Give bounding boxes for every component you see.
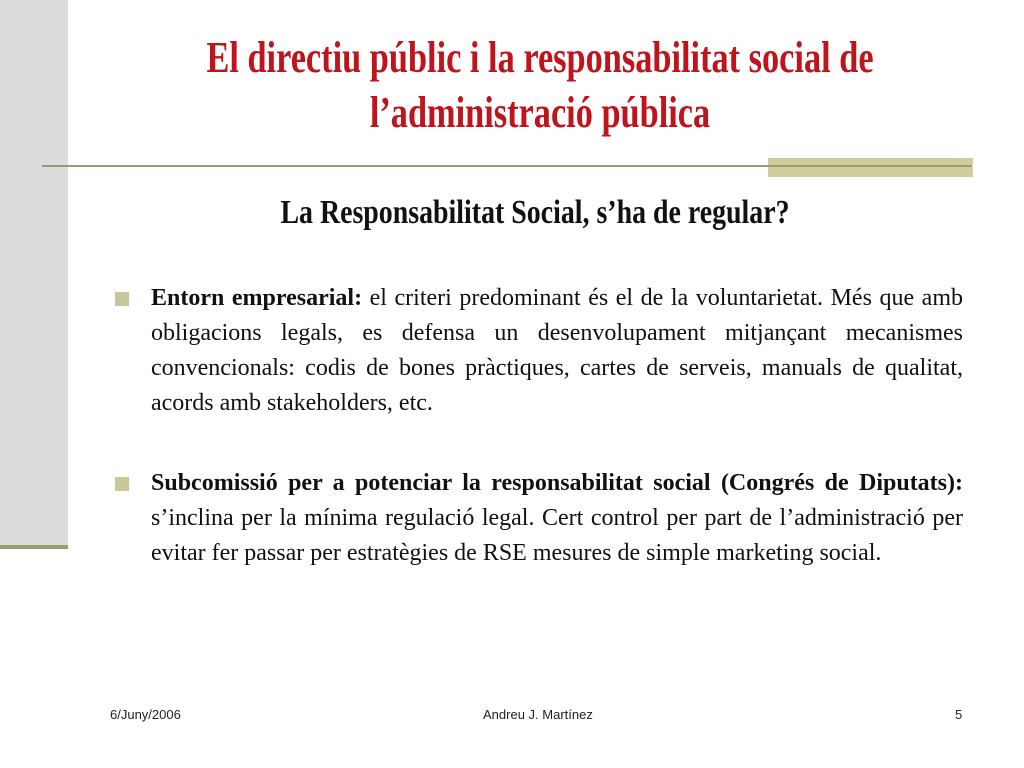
side-panel: [0, 0, 68, 545]
footer-date: 6/Juny/2006: [110, 707, 181, 722]
accent-bar-bottom: [768, 167, 973, 177]
footer-author: Andreu J. Martínez: [483, 707, 593, 722]
bullet-2-text: s’inclina per la mínima regulació legal. Cert control per part de l’administració per evitar fer passar per estratègies de RSE mesures de simple marketing social.: [151, 505, 963, 566]
bullet-1-lead: Entorn empresarial:: [151, 285, 363, 311]
bullet-square-icon: [115, 477, 129, 491]
accent-bar-top: [768, 158, 973, 165]
slide-title: [205, 30, 876, 140]
bullet-2-lead: Subcomissió per a potenciar la responsabilitat social (Congrés de Diputats):: [151, 470, 963, 496]
bullet-1-text: el criteri predominant és el de la voluntarietat. Més que amb obligacions legals, es defensa un desenvolupament mitjançant mecanismes convencionals: codis de bones pràctiques, cartes de serveis, manuals de qualitat, acords amb stakeholders, etc.: [151, 285, 964, 416]
side-panel-shadow: [0, 545, 68, 549]
footer-page-number: 5: [955, 707, 963, 722]
bullet-square-icon: [115, 292, 129, 306]
title-line-2: l’administració pública: [369, 88, 711, 137]
title-line-1: El directiu públic i la responsabilitat social de: [206, 33, 874, 82]
bullet-item-1: [151, 281, 963, 421]
bullet-item-2: [151, 466, 963, 571]
slide-subtitle: La Responsabilitat Social, s’ha de regular?: [280, 194, 790, 231]
